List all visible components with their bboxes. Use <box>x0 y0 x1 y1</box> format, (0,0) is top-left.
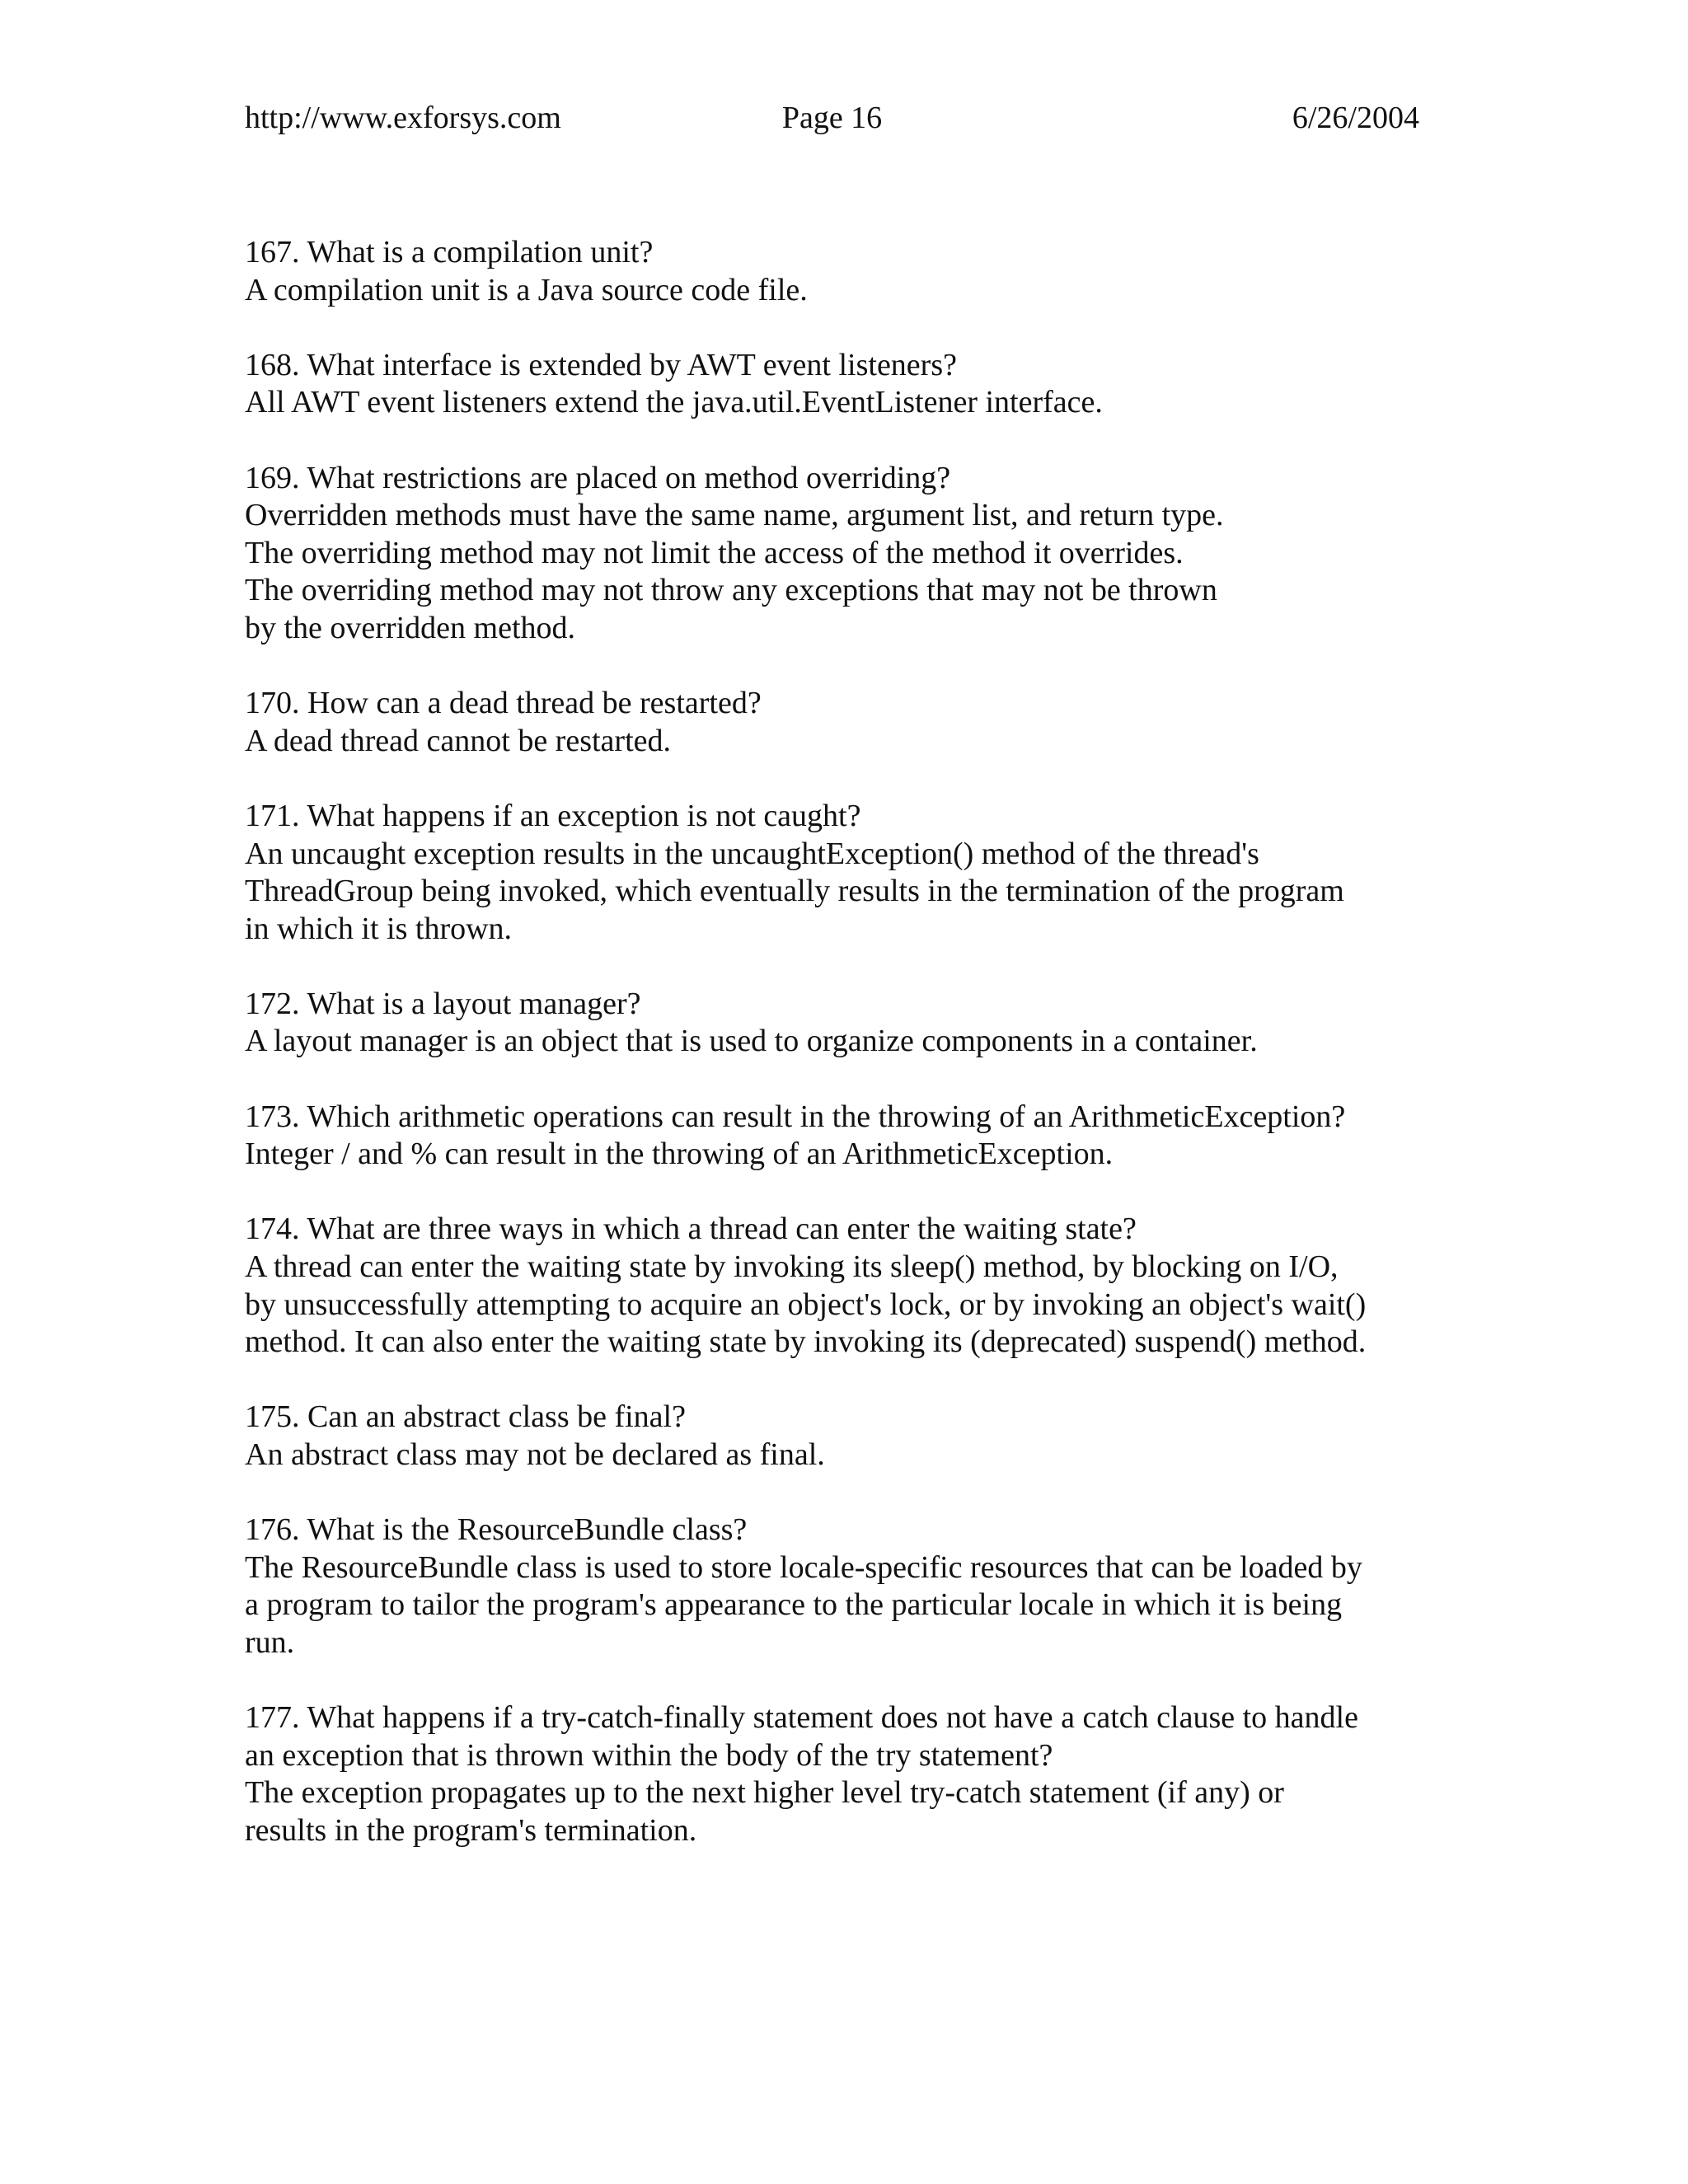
qa-item <box>245 1211 1432 1361</box>
question-continued: an exception that is thrown within the body of the try statement? <box>245 1737 1053 1773</box>
question: 174. What are three ways in which a thread can enter the waiting state? <box>245 1212 1137 1247</box>
answer-line: The exception propagates up to the next higher level try-catch statement (if any) or <box>245 1775 1284 1811</box>
qa-item <box>245 347 1432 422</box>
answer-line: An abstract class may not be declared as final. <box>245 1437 825 1472</box>
question: 168. What interface is extended by AWT event listeners? <box>245 347 957 382</box>
qa-list <box>245 234 1432 1887</box>
question: 167. What is a compilation unit? <box>245 235 654 269</box>
answer-line: Integer / and % can result in the throwing of an ArithmeticException. <box>245 1137 1114 1172</box>
answer-line: An uncaught exception results in the uncaughtException() method of the thread's <box>245 836 1259 871</box>
question: 172. What is a layout manager? <box>245 986 641 1021</box>
qa-item <box>245 460 1432 648</box>
answer-line: Overridden methods must have the same name, argument list, and return type. <box>245 498 1224 533</box>
question: 169. What restrictions are placed on method overriding? <box>245 460 951 495</box>
qa-item <box>245 986 1432 1061</box>
answer-line: a program to tailor the program's appearance to the particular locale in which it is being <box>245 1587 1343 1623</box>
answer-line: by unsuccessfully attempting to acquire an object's lock, or by invoking an object's wait() <box>245 1286 1367 1322</box>
answer-line: ThreadGroup being invoked, which eventually results in the termination of the program <box>245 874 1344 909</box>
qa-item <box>245 1699 1432 1849</box>
answer-line: run. <box>245 1624 295 1660</box>
answer-line: The ResourceBundle class is used to store locale-specific resources that can be loaded by <box>245 1549 1362 1585</box>
qa-item <box>245 685 1432 760</box>
page-number: Page 16 <box>781 101 883 135</box>
question: 177. What happens if a try-catch-finally statement does not have a catch clause to handle <box>245 1700 1358 1736</box>
qa-item <box>245 1511 1432 1661</box>
answer-line: method. It can also enter the waiting state by invoking its (deprecated) suspend() method. <box>245 1324 1367 1360</box>
qa-item <box>245 1099 1432 1174</box>
answer-line: A compilation unit is a Java source code file. <box>245 272 808 307</box>
question: 170. How can a dead thread be restarted? <box>245 686 762 721</box>
answer-line: A dead thread cannot be restarted. <box>245 723 671 758</box>
answer-line: The overriding method may not throw any exceptions that may not be thrown <box>245 573 1217 608</box>
header-date: 6/26/2004 <box>1292 101 1419 135</box>
answer-line: A layout manager is an object that is used to organize components in a container. <box>245 1024 1258 1059</box>
question: 175. Can an abstract class be final? <box>245 1399 686 1435</box>
qa-item <box>245 234 1432 309</box>
question: 176. What is the ResourceBundle class? <box>245 1512 748 1548</box>
answer-line: The overriding method may not limit the access of the method it overrides. <box>245 535 1184 570</box>
qa-item <box>245 1399 1432 1474</box>
answer-line: All AWT event listeners extend the java.util.EventListener interface. <box>245 385 1103 420</box>
answer-line: by the overridden method. <box>245 610 576 645</box>
answer-line: results in the program's termination. <box>245 1812 697 1848</box>
header-url: http://www.exforsys.com <box>245 101 561 135</box>
answer-line: in which it is thrown. <box>245 911 513 946</box>
page-header <box>245 97 1419 138</box>
answer-line: A thread can enter the waiting state by invoking its sleep() method, by blocking on I/O, <box>245 1249 1339 1285</box>
question: 173. Which arithmetic operations can result in the throwing of an ArithmeticException? <box>245 1099 1346 1134</box>
qa-item <box>245 798 1432 948</box>
question: 171. What happens if an exception is not caught? <box>245 798 861 833</box>
